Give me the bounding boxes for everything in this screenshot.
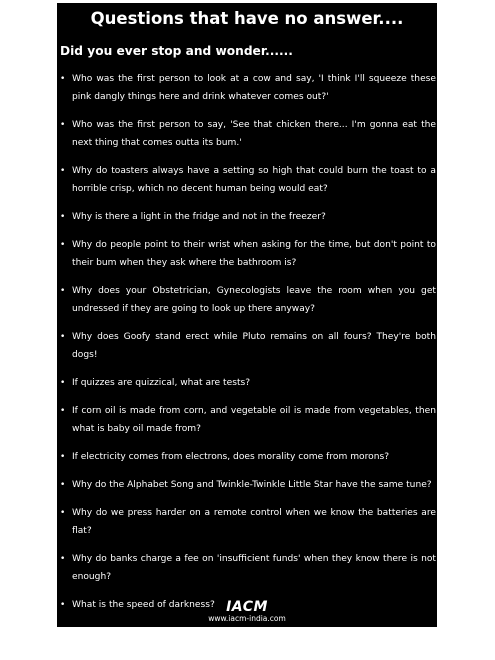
list-item — [57, 70, 437, 106]
question-text: Why do the Alphabet Song and Twinkle-Twinkle Little Star have the same tune? — [72, 480, 432, 490]
bullet-icon: • — [60, 240, 66, 250]
page-title: Questions that have no answer.... — [90, 9, 404, 28]
list-item — [57, 328, 437, 364]
bullet-icon: • — [60, 378, 66, 388]
question-text: If electricity comes from electrons, does morality come from morons? — [72, 452, 390, 462]
list-item — [57, 282, 437, 318]
subtitle: Did you ever stop and wonder...... — [60, 44, 293, 58]
question-text: Why is there a light in the fridge and not in the freezer? — [72, 212, 326, 222]
list-item — [57, 374, 437, 392]
footer — [57, 600, 437, 624]
list-item — [57, 476, 437, 494]
website-url: www.iacm-india.com — [208, 614, 286, 623]
question-list — [57, 70, 437, 660]
question-text: Why does Goofy stand erect while Pluto remains on all fours? They're both dogs! — [72, 332, 436, 360]
bullet-icon: • — [60, 600, 66, 610]
list-item — [57, 402, 437, 438]
list-item — [57, 550, 437, 586]
question-text: If corn oil is made from corn, and vegetable oil is made from vegetables, then what is baby oil made from? — [72, 406, 436, 434]
question-text: Why is it that people say they 'slept like a baby' when babies wake up every two hours? — [72, 628, 436, 656]
content-panel — [57, 3, 437, 656]
bullet-icon: • — [60, 166, 66, 176]
iacm-logo: IACM — [226, 599, 268, 615]
bullet-icon: • — [60, 554, 66, 564]
bullet-icon: • — [60, 120, 66, 130]
question-text: Why do we press harder on a remote control when we know the batteries are flat? — [72, 508, 436, 536]
bullet-icon: • — [60, 332, 66, 342]
question-text: Who was the first person to say, 'See that chicken there... I'm gonna eat the next thing that comes outta its bum.' — [72, 120, 436, 148]
bullet-icon: • — [60, 74, 66, 84]
list-item — [57, 208, 437, 226]
list-item — [57, 236, 437, 272]
list-item — [57, 624, 437, 660]
list-item — [57, 448, 437, 466]
list-item — [57, 116, 437, 152]
question-text: Why do people point to their wrist when asking for the time, but don't point to their bum when they ask where the bathroom is? — [72, 240, 436, 268]
list-item — [57, 162, 437, 198]
list-item — [57, 504, 437, 540]
bullet-icon: • — [60, 480, 66, 490]
bullet-icon: • — [60, 286, 66, 296]
question-text: If quizzes are quizzical, what are tests? — [72, 378, 251, 388]
question-text: Who was the first person to look at a cow and say, 'I think I'll squeeze these pink dangly things here and drink whatever comes out?' — [72, 74, 436, 102]
question-text: Why does your Obstetrician, Gynecologists leave the room when you get undressed if they are going to look up there anyway? — [72, 286, 436, 314]
bullet-icon: • — [60, 406, 66, 416]
bullet-icon: • — [60, 452, 66, 462]
bullet-icon: • — [60, 508, 66, 518]
bullet-icon: • — [60, 212, 66, 222]
question-text: Why do banks charge a fee on 'insufficient funds' when they know there is not enough? — [72, 554, 436, 582]
question-text: Why do toasters always have a setting so high that could burn the toast to a horrible crisp, which no decent human being would eat? — [72, 166, 436, 194]
bullet-icon: • — [60, 628, 66, 638]
question-text: What is the speed of darkness? — [72, 600, 215, 610]
